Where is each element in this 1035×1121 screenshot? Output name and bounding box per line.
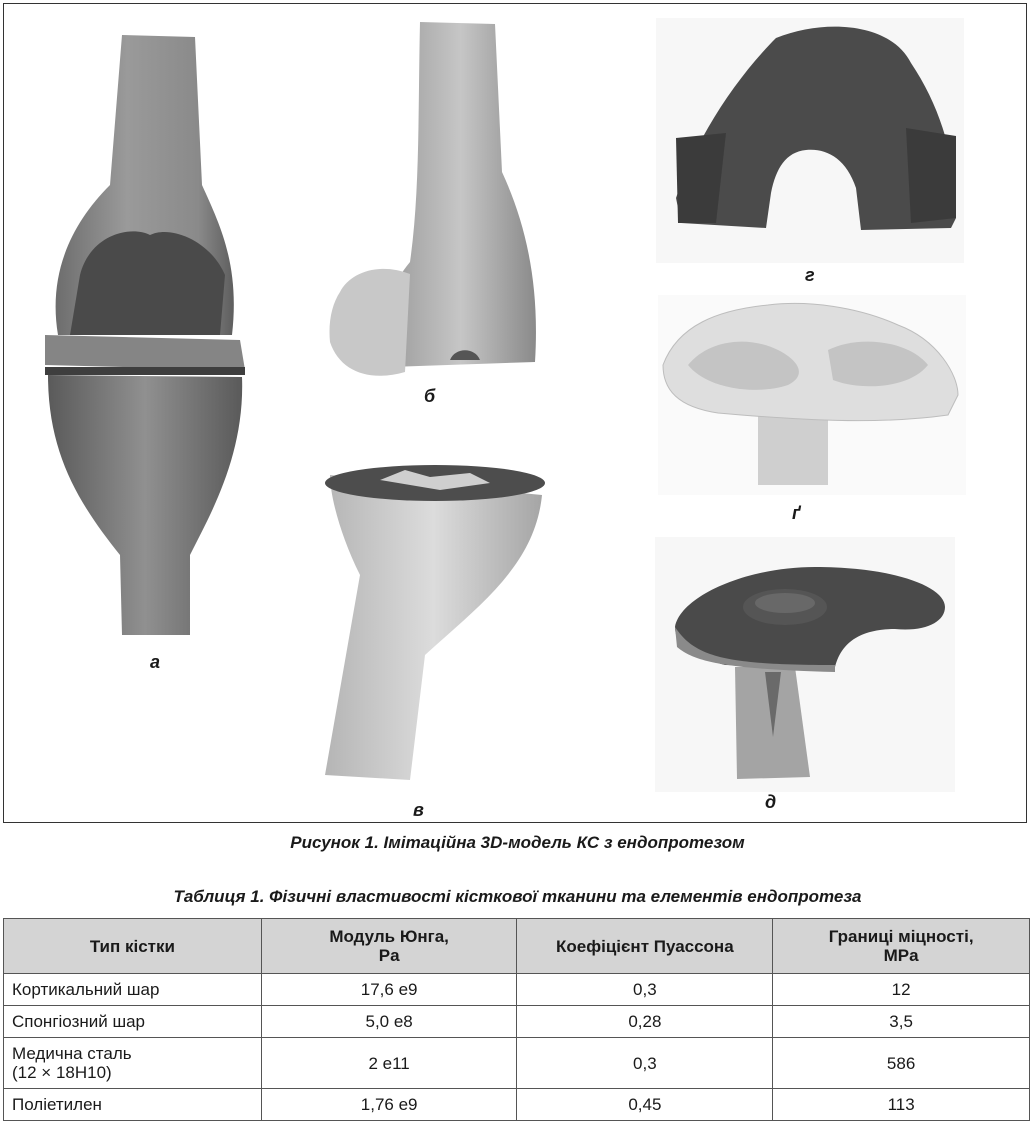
- header-strength-limits: Границі міцності, MPa: [773, 919, 1030, 974]
- cell-type: Кортикальний шар: [4, 974, 262, 1006]
- panel-b-femur: [310, 22, 550, 382]
- properties-table: [3, 918, 1030, 1121]
- panel-v-tibia: [320, 455, 555, 785]
- panel-g2-tibial-tray: [658, 295, 966, 495]
- panel-label-d: д: [765, 792, 777, 812]
- cell-strength: 12: [773, 974, 1030, 1006]
- panel-label-a: а: [150, 652, 161, 672]
- cell-type: Поліетилен: [4, 1089, 262, 1121]
- cell-young: 5,0 e8: [261, 1006, 517, 1038]
- panel-label-g2: ґ: [792, 503, 801, 523]
- cell-strength: 586: [773, 1038, 1030, 1089]
- table-title: Таблиця 1. Фізичні властивості кісткової тканини та елементів ендопротеза: [173, 887, 862, 906]
- header-young-modulus: Модуль Юнга, Pa: [261, 919, 517, 974]
- cell-type: Медична сталь (12 × 18H10): [4, 1038, 262, 1089]
- table-row: [4, 1089, 1030, 1121]
- cell-poisson: 0,3: [517, 1038, 773, 1089]
- cell-type: Спонгіозний шар: [4, 1006, 262, 1038]
- table-row: [4, 974, 1030, 1006]
- cell-strength: 3,5: [773, 1006, 1030, 1038]
- panel-label-g: г: [805, 265, 815, 285]
- cell-strength: 113: [773, 1089, 1030, 1121]
- panel-a-knee-assembly: [40, 35, 255, 640]
- table-row: [4, 1038, 1030, 1089]
- cell-young: 1,76 e9: [261, 1089, 517, 1121]
- table-row: [4, 1006, 1030, 1038]
- cell-poisson: 0,28: [517, 1006, 773, 1038]
- figure-caption: Рисунок 1. Імітаційна 3D-модель КС з ендопротезом: [290, 833, 745, 852]
- panel-label-b: б: [424, 386, 436, 406]
- cell-poisson: 0,3: [517, 974, 773, 1006]
- cell-young: 2 e11: [261, 1038, 517, 1089]
- header-bone-type: Тип кістки: [4, 919, 262, 974]
- table-header-row: [4, 919, 1030, 974]
- panel-g-femoral-component: [656, 18, 964, 263]
- cell-young: 17,6 e9: [261, 974, 517, 1006]
- panel-label-v: в: [413, 800, 424, 820]
- panel-d-tibial-insert: [655, 537, 955, 792]
- header-poisson-ratio: Коефіцієнт Пуассона: [517, 919, 773, 974]
- cell-poisson: 0,45: [517, 1089, 773, 1121]
